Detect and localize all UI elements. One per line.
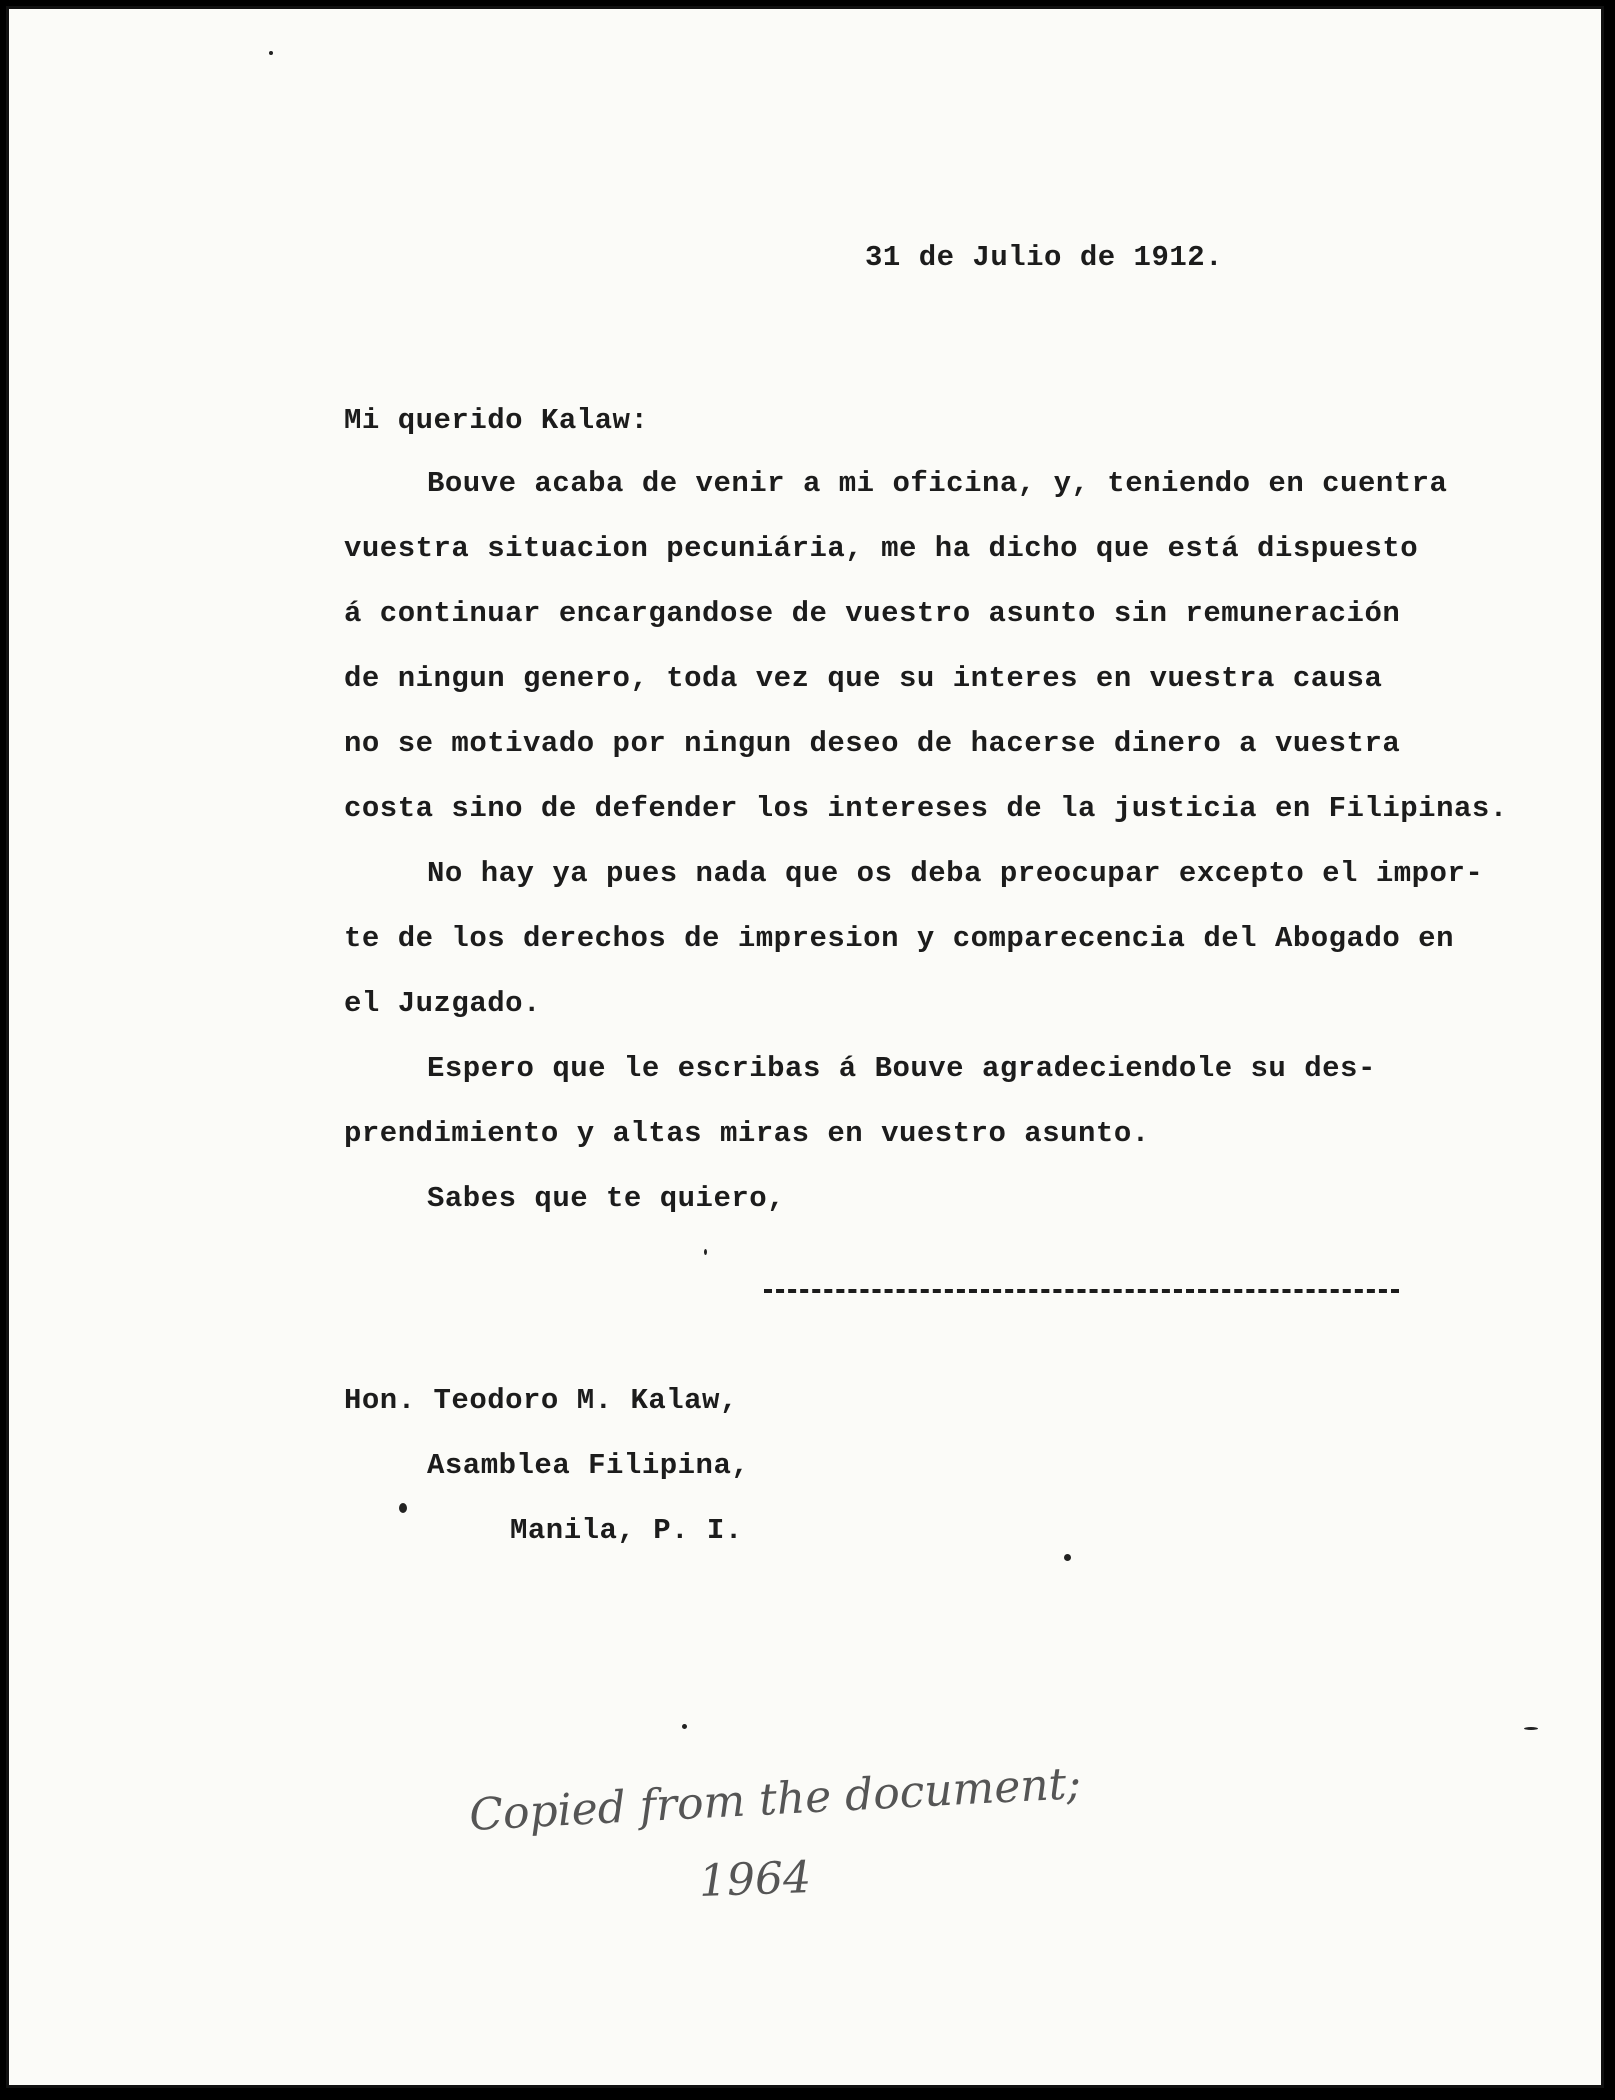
body-line: á continuar encargandose de vuestro asunto sin remuneración: [344, 597, 1401, 630]
ink-speck: [269, 51, 273, 55]
ink-speck: [704, 1249, 707, 1255]
document-page: [6, 6, 1604, 2088]
body-line: Bouve acaba de venir a mi oficina, y, teniendo en cuentra: [427, 467, 1448, 500]
closing-line: Sabes que te quiero,: [427, 1182, 786, 1215]
address-line-name: Hon. Teodoro M. Kalaw,: [344, 1384, 738, 1417]
ink-speck: [1064, 1554, 1071, 1561]
body-line: te de los derechos de impresion y comparecencia del Abogado en: [344, 922, 1454, 955]
body-line: prendimiento y altas miras en vuestro asunto.: [344, 1117, 1150, 1150]
letter-date: 31 de Julio de 1912.: [865, 241, 1224, 274]
body-line: costa sino de defender los intereses de la justicia en Filipinas.: [344, 792, 1508, 825]
ink-speck: [399, 1503, 407, 1513]
body-line: de ningun genero, toda vez que su interes en vuestra causa: [344, 662, 1383, 695]
handwritten-note: Copied from the document;: [468, 1758, 1083, 1841]
body-line: no se motivado por ningun deseo de hacerse dinero a vuestra: [344, 727, 1401, 760]
handwritten-year: 1964: [698, 1852, 812, 1907]
body-line: No hay ya pues nada que os deba preocupar excepto el impor-: [427, 857, 1484, 890]
ink-speck: [1524, 1727, 1538, 1730]
body-line: el Juzgado.: [344, 987, 541, 1020]
salutation: Mi querido Kalaw:: [344, 404, 649, 437]
address-line-city: Manila, P. I.: [510, 1514, 743, 1547]
signature-line: [764, 1289, 1399, 1293]
body-line: Espero que le escribas á Bouve agradeciendole su des-: [427, 1052, 1376, 1085]
ink-speck: [682, 1724, 687, 1729]
address-line-assembly: Asamblea Filipina,: [427, 1449, 750, 1482]
body-line: vuestra situacion pecuniária, me ha dicho que está dispuesto: [344, 532, 1419, 565]
